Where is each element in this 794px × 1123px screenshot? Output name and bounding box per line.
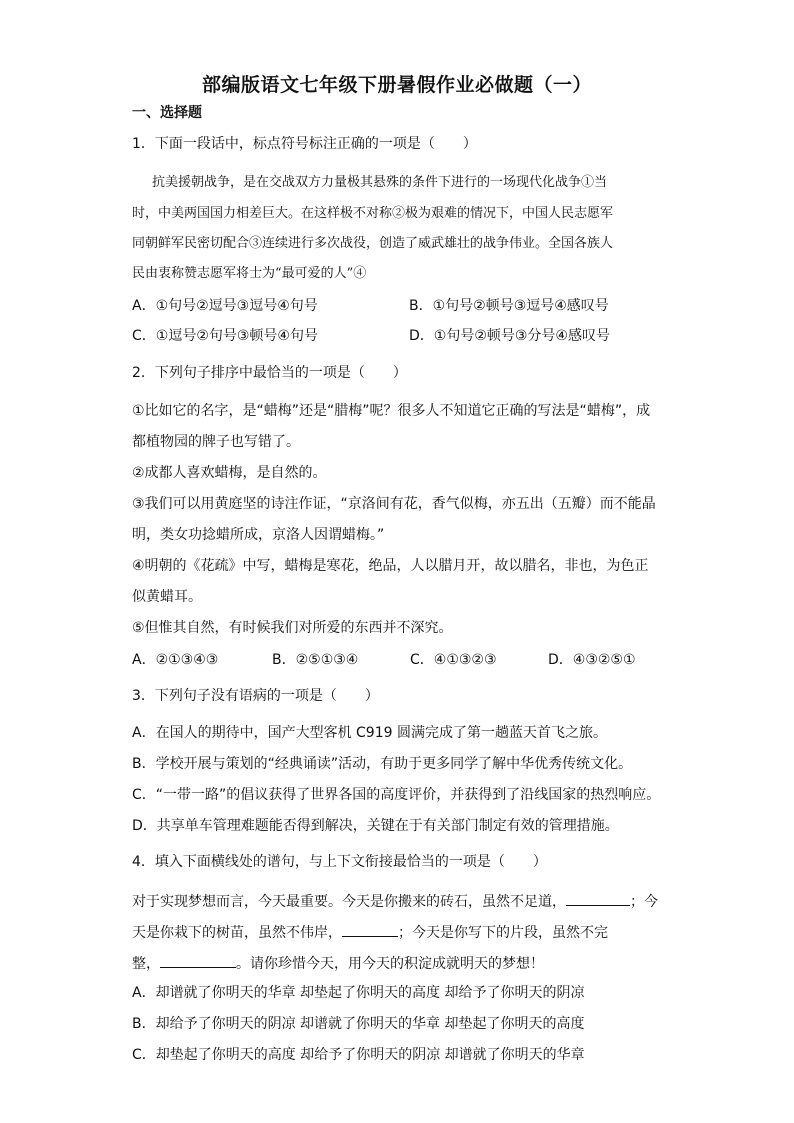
q3-option-b[interactable]: B．学校开展与策划的“经典诵读”活动，有助于更多同学了解中华优秀传统文化。 — [132, 756, 633, 772]
q4-option-b[interactable]: B．却给予了你明天的阴凉 却谱就了你明天的华章 却垫起了你明天的高度 — [132, 1016, 585, 1032]
q4-passage-text: 。请你珍惜今天，用今天的积淀成就明天的梦想！ — [236, 956, 544, 972]
q2-stem: 2．下列句子排序中最恰当的一项是（ ） — [132, 365, 407, 381]
q3-stem: 3．下列句子没有语病的一项是（ ） — [132, 688, 379, 704]
q4-passage-text: ；今天是你写下的片段，虽然不完 — [398, 925, 608, 941]
fill-blank-2[interactable] — [342, 922, 398, 937]
q1-passage-line: 同朝鲜军民密切配合③连续进行多次战役，创造了威武雄壮的战争伟业。全国各族人 — [132, 236, 614, 251]
q4-passage-line — [132, 891, 658, 911]
q1-stem: 1．下面一段话中，标点符号标注正确的一项是（ ） — [132, 136, 477, 152]
q4-option-a[interactable]: A．却谱就了你明天的华章 却垫起了你明天的高度 却给予了你明天的阴凉 — [132, 985, 585, 1001]
q4-passage-text: 整， — [132, 956, 160, 972]
fill-blank-3[interactable] — [160, 953, 236, 968]
q2-option-d[interactable]: D．④③②⑤① — [548, 652, 636, 668]
q2-sentence-line: ②成都人喜欢蜡梅，是自然的。 — [132, 465, 327, 481]
q1-passage-line: 抗美援朝战争，是在交战双方力量极其悬殊的条件下进行的一场现代化战争①当 — [152, 175, 608, 190]
q4-passage-text: 天是你栽下的树苗，虽然不伟岸， — [132, 925, 342, 941]
q3-option-d[interactable]: D．共享单车管理难题能否得到解决，关键在于有关部门制定有效的管理措施。 — [132, 818, 619, 834]
q2-sentence-line: ④明朝的《花疏》中写，蜡梅是寒花，绝品，人以腊月开，故以腊名，非也，为色正 — [132, 558, 649, 574]
q2-option-b[interactable]: B．②⑤①③④ — [272, 652, 359, 668]
q2-sentence-line: ⑤但惟其自然，有时候我们对所爱的东西并不深究。 — [132, 620, 453, 636]
q2-option-a[interactable]: A．②①③④③ — [132, 652, 219, 668]
q1-passage-line: 民由衷称赞志愿军将士为“最可爱的人”④ — [132, 266, 367, 281]
q1-passage-line: 时，中美两国国力相差巨大。在这样极不对称②极为艰难的情况下，中国人民志愿军 — [132, 206, 614, 221]
q1-option-b[interactable]: B．①句号②顿号③逗号④感叹号 — [409, 298, 609, 314]
q2-option-c[interactable]: C．④①③②③ — [410, 652, 497, 668]
q2-sentence-line: ③我们可以用黄庭坚的诗注作证，“京洛间有花，香气似梅，亦五出（五瓣）而不能晶 — [132, 496, 656, 512]
q2-sentence-line: 似黄蜡耳。 — [132, 589, 202, 605]
page-title: 部编版语文七年级下册暑假作业必做题（一） — [201, 74, 592, 96]
q3-option-a[interactable]: A．在国人的期待中，国产大型客机 C919 圆满完成了第一趟蓝天首飞之旅。 — [132, 725, 607, 741]
q1-option-c[interactable]: C．①逗号②句号③顿号④句号 — [132, 328, 318, 344]
section-heading: 一、选择题 — [132, 105, 202, 121]
q2-sentence-line: 都植物园的牌子也写错了。 — [132, 434, 300, 450]
fill-blank-1[interactable] — [566, 891, 630, 906]
q4-option-c[interactable]: C．却垫起了你明天的高度 却给予了你明天的阴凉 却谱就了你明天的华章 — [132, 1047, 585, 1063]
q4-passage-text: ；今 — [630, 894, 658, 910]
q3-option-c[interactable]: C．“一带一路”的倡议获得了世界各国的高度评价，并获得到了沿线国家的热烈响应。 — [132, 787, 661, 803]
q1-option-d[interactable]: D．①句号②顿号③分号④感叹号 — [409, 328, 610, 344]
q1-option-a[interactable]: A．①句号②逗号③逗号④句号 — [132, 298, 318, 314]
q2-sentence-line: 明，类女功捻蜡所成，京洛人因谓蜡梅。” — [132, 527, 385, 543]
q4-passage-text: 对于实现梦想而言，今天最重要。今天是你搬来的砖石，虽然不足道， — [132, 894, 566, 910]
q4-passage-line — [132, 922, 608, 942]
q4-stem: 4．填入下面横线处的谱句，与上下文衔接最恰当的一项是（ ） — [132, 854, 547, 870]
q2-sentence-line: ①比如它的名字，是“蜡梅”还是“腊梅”呢？很多人不知道它正确的写法是“蜡梅”，成 — [132, 403, 651, 419]
q4-passage-line — [132, 953, 544, 973]
